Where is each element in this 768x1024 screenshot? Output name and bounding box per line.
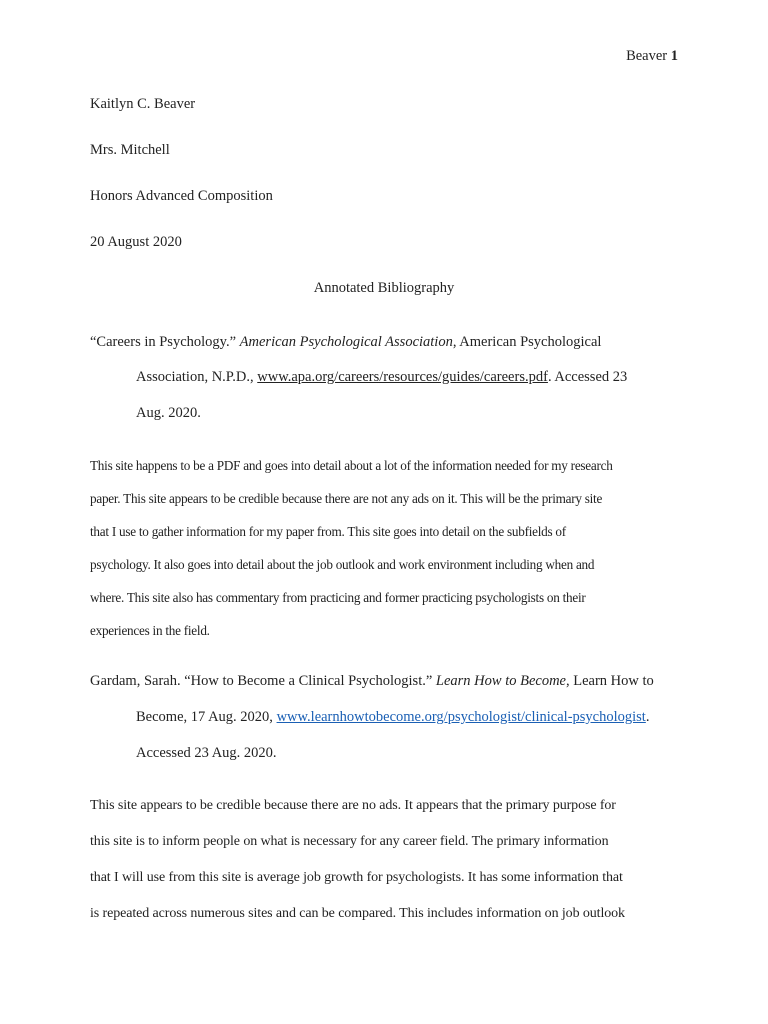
citation-2-source: Learn How to Become bbox=[435, 673, 566, 689]
citation-2-url-link[interactable]: www.learnhowtobecome.org/psychologist/clinical-psychologist bbox=[276, 709, 646, 725]
annotation-1-line: experiences in the field. bbox=[90, 623, 210, 638]
annotation-2-line: is repeated across numerous sites and can be compared. This includes information on job outlook bbox=[90, 906, 625, 921]
citation-2-line-2 bbox=[136, 708, 649, 726]
citation-2-publisher-cont: Become, 17 Aug. 2020, bbox=[136, 709, 277, 725]
annotation-1-line: paper. This site appears to be credible because there are not any ads on it. This will be the primary site bbox=[90, 491, 603, 506]
citation-2-text: Gardam, Sarah. “How to Become a Clinical Psychologist.” bbox=[90, 673, 436, 689]
citation-1-publisher-cont: Association, N.P.D., bbox=[136, 369, 258, 385]
citation-1-line-1 bbox=[90, 333, 601, 351]
citation-2-period: . bbox=[645, 709, 650, 725]
annotation-1-line: where. This site also has commentary from practicing and former practicing psychologists on their bbox=[90, 590, 586, 605]
course-name: Honors Advanced Composition bbox=[90, 188, 273, 204]
citation-1-url-link[interactable]: www.apa.org/careers/resources/guides/careers.pdf bbox=[257, 369, 548, 385]
citation-2-line-3: Accessed 23 Aug. 2020. bbox=[136, 745, 277, 761]
annotation-1-line: that I use to gather information for my paper from. This site goes into detail on the subfields of bbox=[90, 524, 566, 539]
citation-1-publisher: , American Psychological bbox=[452, 334, 602, 350]
page-number: 1 bbox=[670, 48, 678, 64]
author-name: Kaitlyn C. Beaver bbox=[90, 96, 196, 112]
citation-1-line-2 bbox=[136, 368, 627, 386]
running-header bbox=[626, 47, 678, 65]
instructor-name: Mrs. Mitchell bbox=[90, 142, 170, 158]
annotation-1-line: This site happens to be a PDF and goes into detail about a lot of the information needed for my research bbox=[90, 458, 613, 473]
citation-1-line-3: Aug. 2020. bbox=[136, 405, 201, 421]
annotation-2-line: this site is to inform people on what is necessary for any career field. The primary information bbox=[90, 834, 609, 849]
citation-1-text: “Careers in Psychology.” bbox=[90, 334, 240, 350]
annotation-2-line: This site appears to be credible because there are no ads. It appears that the primary purpose for bbox=[90, 798, 616, 813]
annotation-2-line: that I will use from this site is average job growth for psychologists. It has some information that bbox=[90, 870, 623, 885]
citation-1-access: . Accessed 23 bbox=[547, 369, 628, 385]
header-surname: Beaver bbox=[626, 48, 668, 64]
annotation-1-line: psychology. It also goes into detail about the job outlook and work environment including when and bbox=[90, 557, 595, 572]
page-title: Annotated Bibliography bbox=[313, 280, 455, 296]
citation-1-source: American Psychological Association bbox=[239, 334, 453, 350]
document-date: 20 August 2020 bbox=[90, 234, 182, 250]
citation-2-line-1 bbox=[90, 672, 654, 690]
citation-2-publisher: , Learn How to bbox=[565, 673, 654, 689]
